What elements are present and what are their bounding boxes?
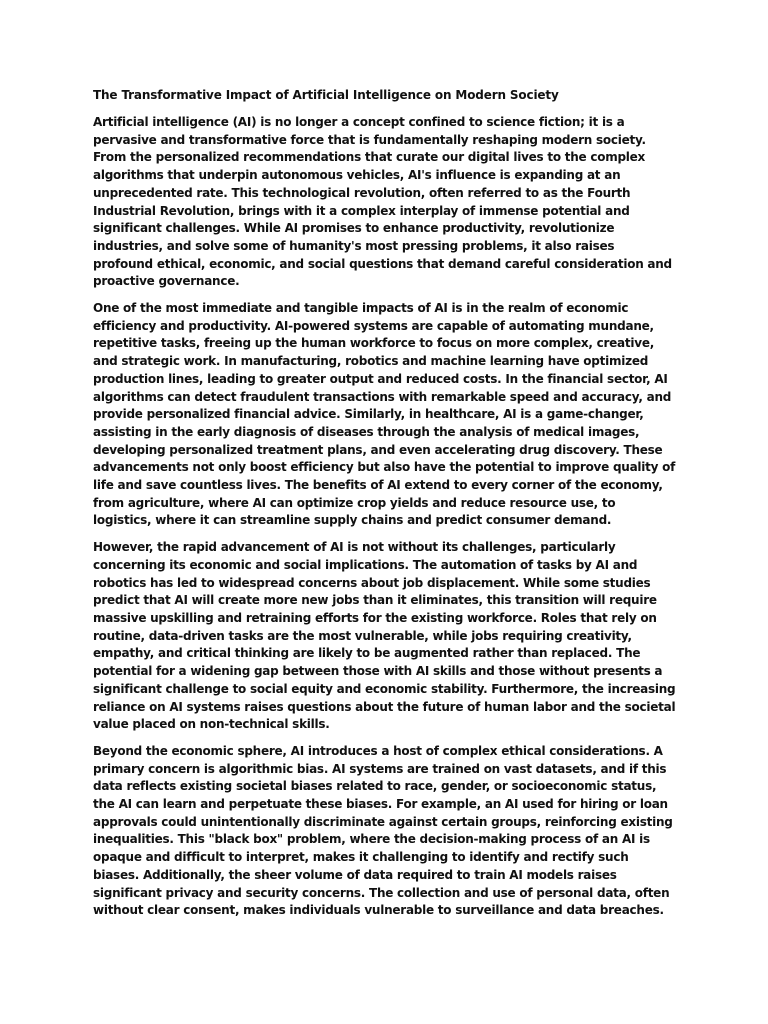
paragraph-2: One of the most immediate and tangible impacts of AI is in the realm of economic efficiency and productivity. AI-powered systems are capable of automating mundane, repetitive tasks, freeing up the human workforce to focus on more complex, creative, and strategic work. In manufacturing, robotics and machine learning have optimized production lines, leading to greater output and reduced costs. In the financial sector, AI algorithms can detect fraudulent transactions with remarkable speed and accuracy, and provide personalized financial advice. Similarly, in healthcare, AI is a game-changer, assisting in the early diagnosis of diseases through the analysis of medical images, developing personalized treatment plans, and even accelerating drug discovery. These advancements not only boost efficiency but also have the potential to improve quality of life and save countless lives. The benefits of AI extend to every corner of the economy, from agriculture, where AI can optimize crop yields and reduce resource use, to logistics, where it can streamline supply chains and predict consumer demand. (93, 301, 676, 528)
paragraph-4: Beyond the economic sphere, AI introduces a host of complex ethical considerations. A primary concern is algorithmic bias. AI systems are trained on vast datasets, and if this data reflects existing societal biases related to race, gender, or socioeconomic status, the AI can learn and perpetuate these biases. For example, an AI used for hiring or loan approvals could unintentionally discriminate against certain groups, reinforcing existing inequalities. This "black box" problem, where the decision-making process of an AI is opaque and difficult to interpret, makes it challenging to identify and rectify such biases. Additionally, the sheer volume of data required to train AI models raises significant privacy and security concerns. The collection and use of personal data, often without clear consent, makes individuals vulnerable to surveillance and data breaches. (93, 743, 673, 918)
paragraph-1: Artificial intelligence (AI) is no longer a concept confined to science fiction; it is a pervasive and transformative force that is fundamentally reshaping modern society. From the personalized recommendations that curate our digital lives to the complex algorithms that underpin autonomous vehicles, AI's influence is expanding at an unprecedented rate. This technological revolution, often referred to as the Fourth Industrial Revolution, brings with it a complex interplay of immense potential and significant challenges. While AI promises to enhance productivity, revolutionize industries, and solve some of humanity's most pressing problems, it also raises profound ethical, economic, and social questions that demand careful consideration and proactive governance. (93, 115, 672, 289)
document-body (93, 87, 677, 929)
paragraph-3: However, the rapid advancement of AI is not without its challenges, particularly concerning its economic and social implications. The automation of tasks by AI and robotics has led to widespread concerns about job displacement. While some studies predict that AI will create more new jobs than it eliminates, this transition will require massive upskilling and retraining efforts for the existing workforce. Roles that rely on routine, data-driven tasks are the most vulnerable, while jobs requiring creativity, empathy, and critical thinking are likely to be augmented rather than replaced. The potential for a widening gap between those with AI skills and those without presents a significant challenge to social equity and economic stability. Furthermore, the increasing reliance on AI systems raises questions about the future of human labor and the societal value placed on non-technical skills. (93, 540, 676, 732)
document-title: The Transformative Impact of Artificial Intelligence on Modern Society (93, 88, 559, 102)
